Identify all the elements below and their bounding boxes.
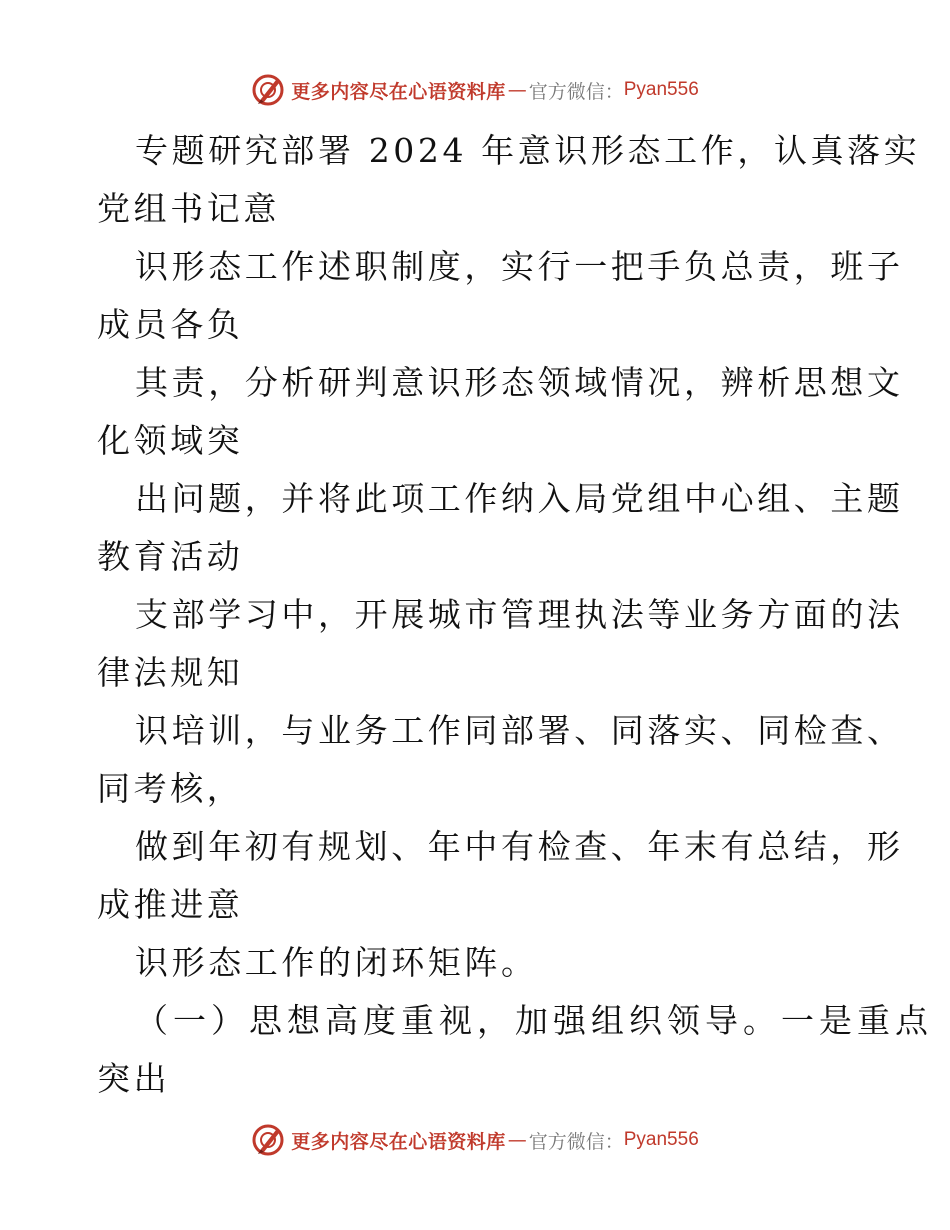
body-line: 支部学习中，开展城市管理执法等业务方面的法 <box>135 595 904 634</box>
body-line: 识形态工作的闭环矩阵。 <box>135 943 538 982</box>
banner-contact-id: Pyan556 <box>623 79 699 100</box>
footer-watermark-banner <box>0 1120 950 1160</box>
header-watermark-banner <box>0 70 950 110</box>
body-line: 识培训，与业务工作同部署、同落实、同检查、 <box>135 711 904 750</box>
body-line: 专题研究部署 2024 年意识形态工作，认真落实 <box>135 131 921 170</box>
body-line: 做到年初有规划、年中有检查、年末有总结，形 <box>135 827 904 866</box>
section-heading-line: （一）思想高度重视，加强组织领导。一是重点 <box>135 1001 933 1040</box>
body-line: 党组书记意 <box>97 189 280 228</box>
banner-contact-label: 官方微信： <box>528 1130 624 1153</box>
body-line: 教育活动 <box>97 537 244 576</box>
banner-title: 更多内容尽在心语资料库 <box>291 1130 506 1153</box>
body-line: 出问题，并将此项工作纳入局党组中心组、主题 <box>135 479 904 518</box>
body-line: 突出 <box>97 1059 171 1098</box>
body-line: 识形态工作述职制度，实行一把手负总责，班子 <box>135 247 904 286</box>
banner-contact-id: Pyan556 <box>623 1129 699 1150</box>
banner-separator: — <box>507 1129 527 1151</box>
banner-contact-label: 官方微信： <box>528 80 624 103</box>
body-line: 律法规知 <box>97 653 244 692</box>
pen-logo-icon <box>251 1123 285 1157</box>
banner-title: 更多内容尽在心语资料库 <box>291 80 506 103</box>
body-line: 成员各负 <box>97 305 244 344</box>
body-line: 成推进意 <box>97 885 244 924</box>
banner-separator: — <box>507 79 527 101</box>
document-body <box>97 122 933 1108</box>
body-line: 其责，分析研判意识形态领域情况，辨析思想文 <box>135 363 904 402</box>
pen-logo-icon <box>251 73 285 107</box>
body-line: 同考核， <box>97 769 244 808</box>
body-line: 化领域突 <box>97 421 244 460</box>
